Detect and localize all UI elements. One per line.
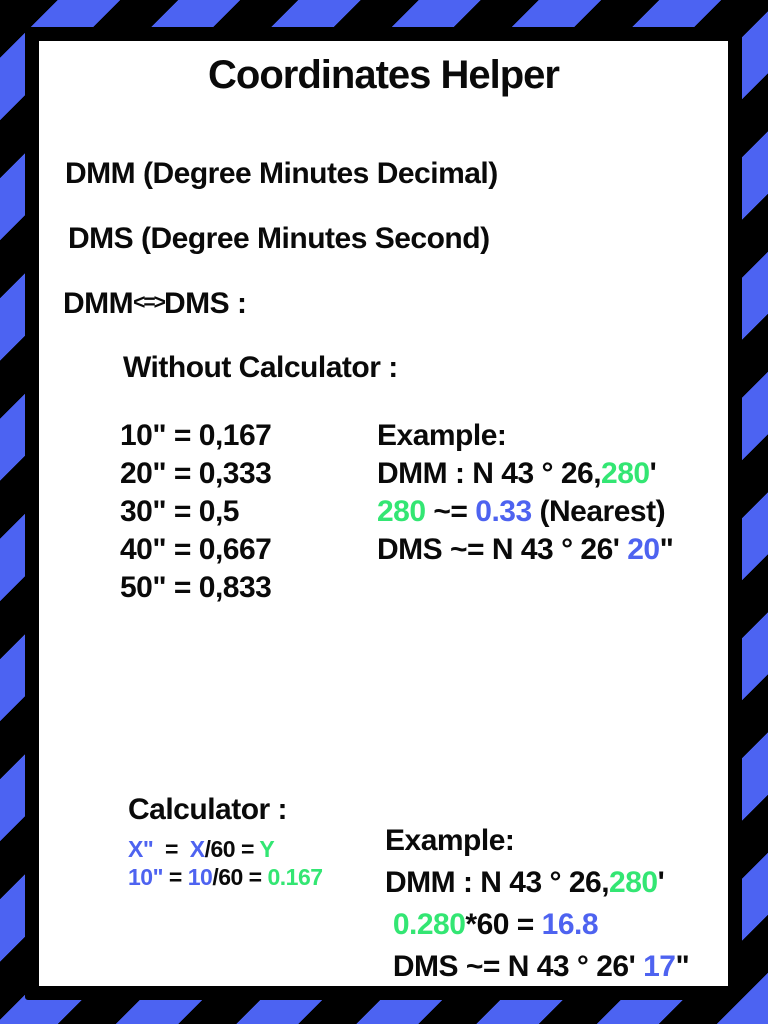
dmm-decimal-green: 280	[601, 457, 650, 490]
table-row: 20" = 0,333	[120, 457, 272, 490]
calculator-formulas	[128, 835, 323, 891]
dms-quote: "	[659, 533, 674, 566]
example-mult-line	[385, 904, 689, 946]
example-dmm-line	[385, 862, 689, 904]
example-without-calculator	[377, 417, 673, 569]
mult-result-blue: 16.8	[541, 908, 599, 941]
without-calculator-heading: Without Calculator :	[123, 351, 398, 384]
calculator-heading: Calculator :	[128, 793, 288, 826]
formula-numeric	[128, 863, 323, 891]
dms-seconds-blue: 20	[627, 533, 660, 566]
formula-result: 0.167	[267, 864, 323, 890]
approx-note: (Nearest)	[531, 495, 666, 528]
formula-divide: /60 =	[212, 864, 268, 890]
conversion-left: DMM	[63, 287, 134, 320]
formula-equals: =	[153, 836, 190, 862]
poster-panel	[25, 27, 742, 1000]
example-dmm-line	[377, 455, 673, 493]
poster-content	[39, 41, 728, 986]
dms-text: DMS ~= N 43 ° 26'	[385, 950, 644, 983]
definition-dmm: DMM (Degree Minutes Decimal)	[65, 157, 498, 190]
formula-x: X	[189, 836, 205, 862]
conversion-table	[120, 417, 271, 607]
dms-seconds-blue: 17	[643, 950, 676, 983]
dmm-text: DMM : N 43 ° 26,	[377, 457, 602, 490]
table-row: 10" = 0,167	[120, 419, 272, 452]
formula-ten-seconds: 10"	[128, 864, 163, 890]
dmm-text: DMM : N 43 ° 26,	[385, 866, 610, 899]
approx-operator: ~=	[425, 495, 476, 528]
page-title: Coordinates Helper	[208, 53, 559, 97]
approx-blue: 0.33	[475, 495, 532, 528]
dmm-decimal-green: 280	[609, 866, 658, 899]
formula-generic	[128, 835, 323, 863]
dmm-prime: '	[649, 457, 657, 490]
formula-ten: 10	[187, 864, 213, 890]
dms-text: DMS ~= N 43 ° 26'	[377, 533, 628, 566]
formula-divide: /60 =	[204, 836, 260, 862]
table-row: 50" = 0,833	[120, 571, 272, 604]
formula-x-seconds: X"	[128, 836, 154, 862]
example-dms-line	[377, 531, 673, 569]
mult-operator: *60 =	[465, 908, 542, 941]
definition-dms: DMS (Degree Minutes Second)	[68, 222, 490, 255]
formula-equals: =	[163, 864, 188, 890]
table-row: 30" = 0,5	[120, 495, 239, 528]
conversion-right: DMS :	[163, 287, 247, 320]
example-heading: Example:	[377, 419, 507, 452]
formula-y: Y	[259, 836, 275, 862]
table-row: 40" = 0,667	[120, 533, 272, 566]
conversion-heading	[63, 287, 246, 321]
mult-green: 0.280	[385, 908, 466, 941]
example-dms-line	[385, 946, 689, 988]
example-with-calculator	[385, 820, 689, 988]
example-approx-line	[377, 493, 673, 531]
example-heading: Example:	[385, 824, 515, 857]
approx-green: 280	[377, 495, 426, 528]
double-arrow-icon: <=>	[133, 291, 164, 314]
dms-quote: "	[675, 950, 690, 983]
dmm-prime: '	[657, 866, 665, 899]
